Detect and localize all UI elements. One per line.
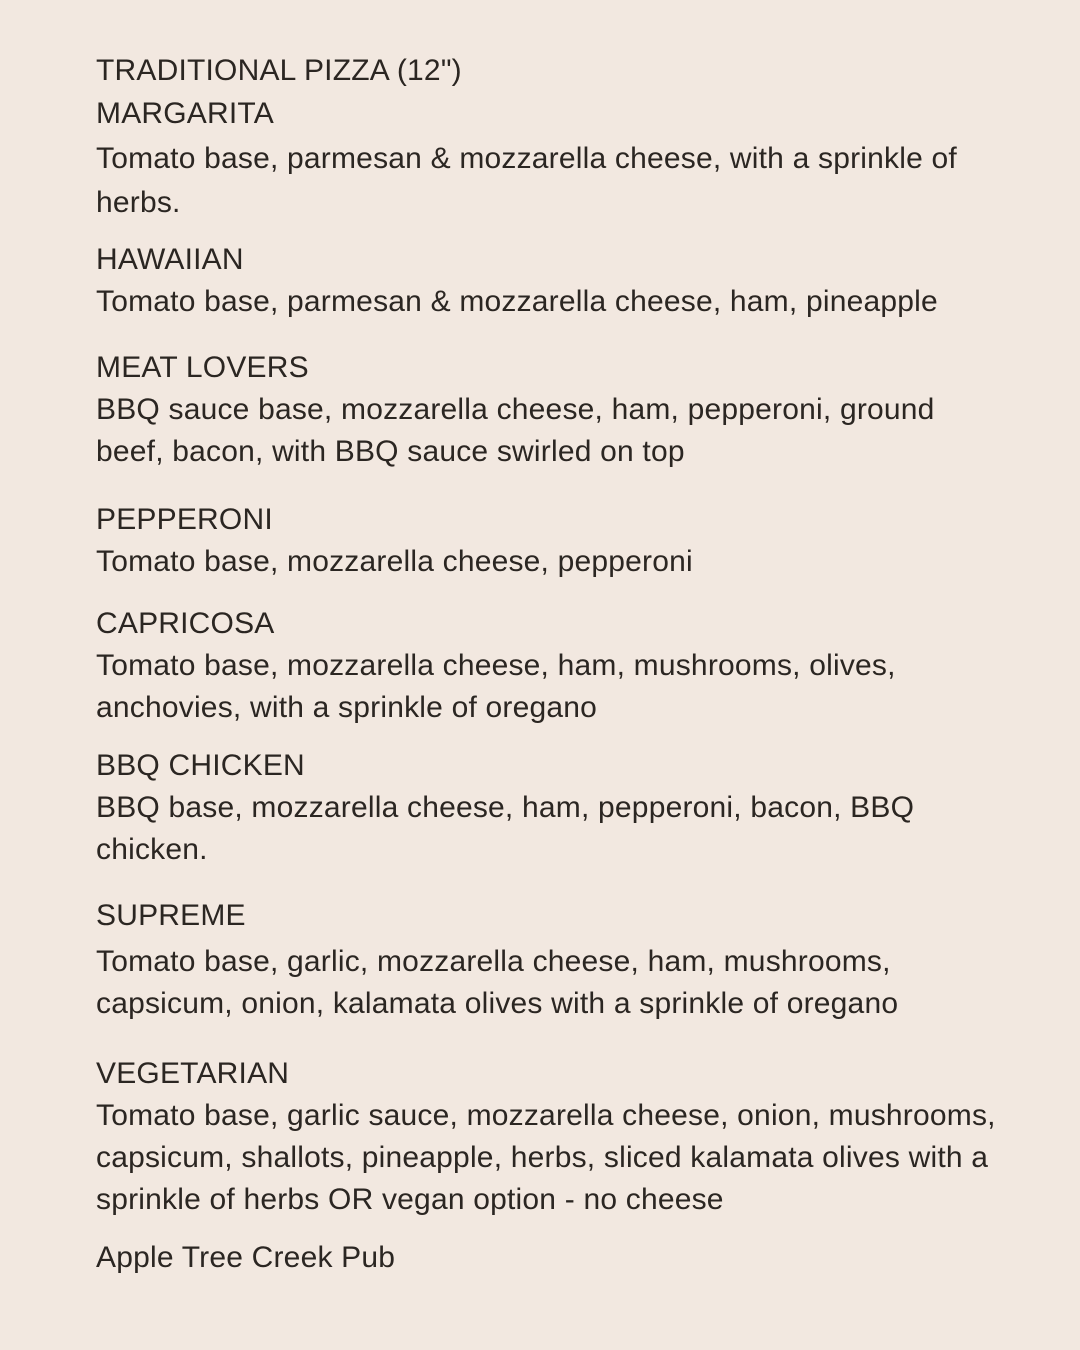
menu-item-name: HAWAIIAN (96, 243, 244, 276)
menu-item-vegetarian (96, 1053, 996, 1221)
menu-item-description: BBQ base, mozzarella cheese, ham, pepperoni, bacon, BBQ chicken. (96, 791, 915, 866)
menu-item-name: SUPREME (96, 899, 246, 932)
pizza-menu (96, 50, 996, 1279)
menu-item-name: BBQ CHICKEN (96, 749, 305, 782)
menu-item-meat-lovers (96, 347, 996, 473)
menu-item-capricosa (96, 603, 996, 729)
menu-item-description: Tomato base, parmesan & mozzarella cheese, ham, pineapple (96, 285, 938, 318)
menu-item-supreme (96, 895, 996, 1025)
menu-item-margarita (96, 93, 996, 225)
menu-item-name: PEPPERONI (96, 503, 273, 536)
menu-item-description: Tomato base, parmesan & mozzarella cheese, with a sprinkle of herbs. (96, 142, 957, 219)
menu-item-name: VEGETARIAN (96, 1057, 290, 1090)
menu-section-title: TRADITIONAL PIZZA (12") (96, 54, 462, 87)
menu-item-description: Tomato base, mozzarella cheese, ham, mushrooms, olives, anchovies, with a sprinkle of oregano (96, 649, 896, 724)
pub-name: Apple Tree Creek Pub (96, 1241, 396, 1274)
menu-item-description: Tomato base, garlic sauce, mozzarella cheese, onion, mushrooms, capsicum, shallots, pineapple, herbs, sliced kalamata olives with a sprinkle of herbs OR vegan option - no cheese (96, 1099, 996, 1216)
menu-item-description: BBQ sauce base, mozzarella cheese, ham, pepperoni, ground beef, bacon, with BBQ sauce swirled on top (96, 393, 935, 468)
menu-item-hawaiian (96, 239, 996, 323)
menu-item-description: Tomato base, mozzarella cheese, pepperoni (96, 545, 693, 578)
menu-item-name: MARGARITA (96, 97, 274, 130)
menu-item-bbq-chicken (96, 745, 996, 871)
menu-item-name: CAPRICOSA (96, 607, 275, 640)
menu-item-pepperoni (96, 499, 996, 583)
menu-item-description: Tomato base, garlic, mozzarella cheese, ham, mushrooms, capsicum, onion, kalamata olives with a sprinkle of oregano (96, 945, 899, 1020)
menu-item-name: MEAT LOVERS (96, 351, 309, 384)
